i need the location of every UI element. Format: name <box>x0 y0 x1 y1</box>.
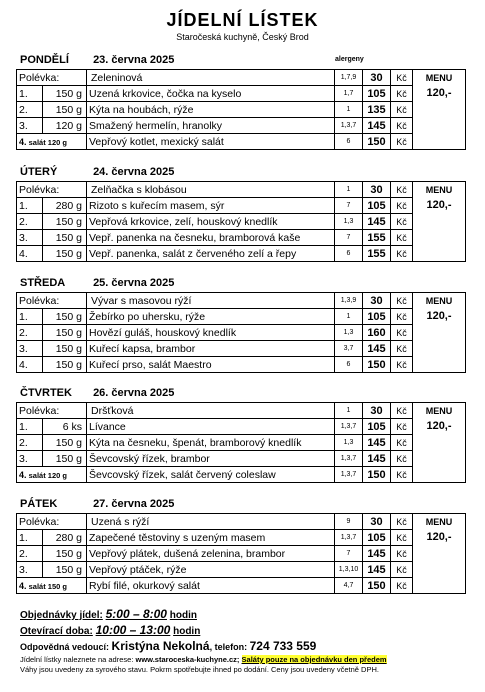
item-name: Hovězí guláš, houskový knedlík <box>87 325 335 341</box>
orders-time: 5:00 – 8:00 <box>105 607 167 621</box>
item-alergeny: 1,3,7 <box>335 451 363 467</box>
item-number-qty <box>17 578 87 594</box>
item-qty: 150 g <box>43 451 87 467</box>
item-name: Žebírko po uhersku, rýže <box>87 309 335 325</box>
item-qty: 150 g <box>43 102 87 118</box>
menu-table <box>16 292 466 373</box>
item-number: 1. <box>17 309 43 325</box>
item-name: Lívance <box>87 419 335 435</box>
web-line <box>20 655 480 665</box>
web-text: Jídelní lístky naleznete na adrese: <box>20 655 134 664</box>
item-alergeny: 6 <box>335 357 363 373</box>
currency-label: Kč <box>391 309 413 325</box>
menu-item-row <box>17 246 466 262</box>
item-qty: 150 g <box>43 214 87 230</box>
phone-label: , telefon: <box>209 642 248 652</box>
currency-label: Kč <box>391 134 413 150</box>
item-number-qty <box>17 134 87 150</box>
day-name: ÚTERÝ <box>20 166 58 178</box>
item-alergeny: 1,3 <box>335 214 363 230</box>
orders-label: Objednávky jídel: <box>20 610 103 621</box>
soup-price: 30 <box>363 514 391 530</box>
currency-label: Kč <box>391 562 413 578</box>
item-alergeny: 1,3,7 <box>335 118 363 134</box>
day-name: STŘEDA <box>20 277 66 289</box>
opening-label: Otevírací doba: <box>20 626 93 637</box>
item-name: Zapečené těstoviny s uzeným masem <box>87 530 335 546</box>
soup-name: Uzená s rýží <box>87 514 335 530</box>
item-price: 135 <box>363 102 391 118</box>
menu-label: MENU <box>425 517 453 527</box>
currency-label: Kč <box>391 514 413 530</box>
currency-label: Kč <box>391 198 413 214</box>
item-price: 145 <box>363 341 391 357</box>
menu-item-row <box>17 214 466 230</box>
item-name: Ševcovský řízek, brambor <box>87 451 335 467</box>
menu-item-row <box>17 435 466 451</box>
item-price: 145 <box>363 451 391 467</box>
item-alergeny: 1 <box>335 309 363 325</box>
currency-label: Kč <box>391 546 413 562</box>
item-alergeny: 1,7 <box>335 86 363 102</box>
item-price: 150 <box>363 357 391 373</box>
currency-label: Kč <box>391 118 413 134</box>
currency-label: Kč <box>391 325 413 341</box>
item-number: 1. <box>17 198 43 214</box>
orders-line <box>20 607 480 623</box>
item-alergeny: 1 <box>335 102 363 118</box>
menu-price: 120,- <box>426 87 452 99</box>
item-qty: salát 150 g <box>28 581 67 591</box>
item-number: 4. <box>19 580 27 591</box>
item-name: Kýta na česneku, špenát, bramborový knedlík <box>87 435 335 451</box>
currency-label: Kč <box>391 403 413 419</box>
item-name: Uzená krkovice, čočka na kyselo <box>87 86 335 102</box>
soup-alergeny: 9 <box>335 514 363 530</box>
item-alergeny: 6 <box>335 246 363 262</box>
soup-name: Zelňačka s klobásou <box>87 182 335 198</box>
soup-name: Vývar s masovou rýží <box>87 293 335 309</box>
alergeny-header: alergeny <box>335 56 364 63</box>
menu-item-row <box>17 230 466 246</box>
item-number: 2. <box>17 435 43 451</box>
item-alergeny: 7 <box>335 198 363 214</box>
day-date: 25. června 2025 <box>93 277 175 289</box>
item-alergeny: 7 <box>335 230 363 246</box>
salad-note: Saláty pouze na objednávku den předem <box>241 655 387 664</box>
item-qty: 150 g <box>43 309 87 325</box>
menu-item-row <box>17 578 466 594</box>
item-alergeny: 1,3 <box>335 325 363 341</box>
menu-label: MENU <box>425 73 453 83</box>
menu-label: MENU <box>425 185 453 195</box>
item-name: Ševcovský řízek, salát červený coleslaw <box>87 467 335 483</box>
item-qty: 150 g <box>43 435 87 451</box>
item-qty: 150 g <box>43 230 87 246</box>
item-number: 4. <box>19 136 27 147</box>
soup-name: Zeleninová <box>87 70 335 86</box>
day-name: PÁTEK <box>20 498 58 510</box>
weights-note: Váhy jsou uvedeny za syrového stavu. Pokrm spotřebujte ihned po dodání. Ceny jsou uvedeny včetně DPH. <box>20 665 379 674</box>
item-price: 150 <box>363 578 391 594</box>
item-name: Vepřový plátek, dušená zelenina, brambor <box>87 546 335 562</box>
soup-label: Polévka: <box>17 403 87 419</box>
item-price: 150 <box>363 134 391 150</box>
currency-label: Kč <box>391 419 413 435</box>
soup-label: Polévka: <box>17 293 87 309</box>
item-number: 4. <box>17 357 43 373</box>
soup-row <box>17 182 466 198</box>
item-alergeny: 4,7 <box>335 578 363 594</box>
menu-item-row <box>17 309 466 325</box>
item-number: 2. <box>17 325 43 341</box>
menu-price: 120,- <box>426 310 452 322</box>
menu-item-row <box>17 419 466 435</box>
item-price: 105 <box>363 419 391 435</box>
manager-name: Kristýna Nekolná <box>111 639 210 653</box>
item-name: Vepřový kotlet, mexický salát <box>87 134 335 150</box>
menu-item-row <box>17 325 466 341</box>
item-name: Vepřový ptáček, rýže <box>87 562 335 578</box>
opening-time: 10:00 – 13:00 <box>95 623 171 637</box>
item-price: 105 <box>363 530 391 546</box>
item-name: Kuřecí kapsa, brambor <box>87 341 335 357</box>
currency-label: Kč <box>391 530 413 546</box>
menu-label: MENU <box>425 406 453 416</box>
item-number: 3. <box>17 562 43 578</box>
day-date: 27. června 2025 <box>93 498 175 510</box>
day-date: 26. června 2025 <box>93 387 175 399</box>
item-alergeny: 6 <box>335 134 363 150</box>
menu-item-row <box>17 134 466 150</box>
day-header <box>20 166 174 180</box>
item-number: 2. <box>17 102 43 118</box>
soup-price: 30 <box>363 293 391 309</box>
currency-label: Kč <box>391 341 413 357</box>
item-qty: salát 120 g <box>28 137 67 147</box>
page-subtitle: Staročeská kuchyně, Český Brod <box>176 32 309 42</box>
currency-label: Kč <box>391 70 413 86</box>
menu-table <box>16 402 466 483</box>
item-alergeny: 1,3,7 <box>335 530 363 546</box>
menu-price-cell <box>413 70 466 150</box>
currency-label: Kč <box>391 578 413 594</box>
item-number: 2. <box>17 546 43 562</box>
menu-item-row <box>17 546 466 562</box>
item-name: Kuřecí prso, salát Maestro <box>87 357 335 373</box>
manager-line <box>20 639 480 655</box>
day-header <box>20 387 174 401</box>
manager-label: Odpovědná vedoucí: <box>20 642 110 652</box>
item-number: 3. <box>17 118 43 134</box>
currency-label: Kč <box>391 435 413 451</box>
soup-row <box>17 293 466 309</box>
item-qty: 150 g <box>43 325 87 341</box>
currency-label: Kč <box>391 214 413 230</box>
menu-table <box>16 69 466 150</box>
menu-item-row <box>17 102 466 118</box>
item-price: 105 <box>363 198 391 214</box>
item-price: 145 <box>363 435 391 451</box>
item-name: Vepř. panenka na česneku, bramborová kaše <box>87 230 335 246</box>
item-qty: 280 g <box>43 530 87 546</box>
soup-price: 30 <box>363 403 391 419</box>
soup-alergeny: 1 <box>335 403 363 419</box>
soup-alergeny: 1,7,9 <box>335 70 363 86</box>
day-header <box>20 54 174 68</box>
menu-item-row <box>17 562 466 578</box>
soup-alergeny: 1,3,9 <box>335 293 363 309</box>
item-qty: 280 g <box>43 198 87 214</box>
item-number: 2. <box>17 214 43 230</box>
soup-alergeny: 1 <box>335 182 363 198</box>
currency-label: Kč <box>391 467 413 483</box>
page-title: JÍDELNÍ LÍSTEK <box>166 10 319 30</box>
day-name: PONDĚLÍ <box>20 54 69 66</box>
soup-price: 30 <box>363 70 391 86</box>
item-number-qty <box>17 467 87 483</box>
item-price: 155 <box>363 230 391 246</box>
item-qty: 150 g <box>43 341 87 357</box>
menu-item-row <box>17 451 466 467</box>
item-qty: salát 120 g <box>28 470 67 480</box>
opening-line <box>20 623 480 639</box>
currency-label: Kč <box>391 246 413 262</box>
day-name: ČTVRTEK <box>20 387 72 399</box>
item-name: Kýta na houbách, rýže <box>87 102 335 118</box>
menu-price-cell <box>413 403 466 483</box>
menu-table <box>16 513 466 594</box>
menu-item-row <box>17 467 466 483</box>
soup-label: Polévka: <box>17 514 87 530</box>
currency-label: Kč <box>391 357 413 373</box>
item-number: 1. <box>17 419 43 435</box>
item-name: Rizoto s kuřecím masem, sýr <box>87 198 335 214</box>
currency-label: Kč <box>391 230 413 246</box>
item-qty: 6 ks <box>43 419 87 435</box>
item-number: 1. <box>17 530 43 546</box>
phone-number: 724 733 559 <box>249 639 317 653</box>
item-price: 160 <box>363 325 391 341</box>
menu-item-row <box>17 86 466 102</box>
soup-row <box>17 70 466 86</box>
menu-item-row <box>17 118 466 134</box>
orders-suffix: hodin <box>169 610 197 621</box>
item-qty: 150 g <box>43 86 87 102</box>
item-price: 150 <box>363 467 391 483</box>
day-header <box>20 277 174 291</box>
menu-label: MENU <box>425 296 453 306</box>
currency-label: Kč <box>391 182 413 198</box>
currency-label: Kč <box>391 451 413 467</box>
footer <box>20 607 480 675</box>
menu-item-row <box>17 530 466 546</box>
item-number: 3. <box>17 230 43 246</box>
item-number: 3. <box>17 451 43 467</box>
item-name: Vepřová krkovice, zelí, houskový knedlík <box>87 214 335 230</box>
menu-item-row <box>17 198 466 214</box>
currency-label: Kč <box>391 86 413 102</box>
soup-price: 30 <box>363 182 391 198</box>
item-number: 3. <box>17 341 43 357</box>
item-name: Vepř. panenka, salát z červeného zelí a řepy <box>87 246 335 262</box>
currency-label: Kč <box>391 102 413 118</box>
opening-suffix: hodin <box>173 626 201 637</box>
item-price: 145 <box>363 562 391 578</box>
item-name: Smažený hermelín, hranolky <box>87 118 335 134</box>
item-qty: 150 g <box>43 246 87 262</box>
menu-price: 120,- <box>426 199 452 211</box>
soup-name: Dršťková <box>87 403 335 419</box>
item-qty: 150 g <box>43 357 87 373</box>
item-alergeny: 1,3,7 <box>335 419 363 435</box>
soup-row <box>17 403 466 419</box>
item-qty: 150 g <box>43 562 87 578</box>
item-price: 145 <box>363 118 391 134</box>
item-alergeny: 1,3,7 <box>335 467 363 483</box>
menu-price: 120,- <box>426 531 452 543</box>
menu-price-cell <box>413 514 466 594</box>
item-alergeny: 3,7 <box>335 341 363 357</box>
soup-label: Polévka: <box>17 182 87 198</box>
item-price: 105 <box>363 86 391 102</box>
item-price: 145 <box>363 214 391 230</box>
item-number: 1. <box>17 86 43 102</box>
item-alergeny: 1,3 <box>335 435 363 451</box>
menu-item-row <box>17 357 466 373</box>
item-qty: 120 g <box>43 118 87 134</box>
currency-label: Kč <box>391 293 413 309</box>
item-price: 145 <box>363 546 391 562</box>
item-price: 155 <box>363 246 391 262</box>
item-alergeny: 1,3,10 <box>335 562 363 578</box>
menu-price: 120,- <box>426 420 452 432</box>
item-number: 4. <box>19 469 27 480</box>
day-date: 23. června 2025 <box>93 54 175 66</box>
soup-label: Polévka: <box>17 70 87 86</box>
web-url[interactable]: www.staroceska-kuchyne.cz; <box>135 655 240 664</box>
menu-table <box>16 181 466 262</box>
item-qty: 150 g <box>43 546 87 562</box>
menu-item-row <box>17 341 466 357</box>
day-header <box>20 498 174 512</box>
soup-row <box>17 514 466 530</box>
item-price: 105 <box>363 309 391 325</box>
day-date: 24. června 2025 <box>93 166 175 178</box>
menu-price-cell <box>413 182 466 262</box>
item-number: 4. <box>17 246 43 262</box>
menu-price-cell <box>413 293 466 373</box>
item-name: Rybí filé, okurkový salát <box>87 578 335 594</box>
item-alergeny: 7 <box>335 546 363 562</box>
